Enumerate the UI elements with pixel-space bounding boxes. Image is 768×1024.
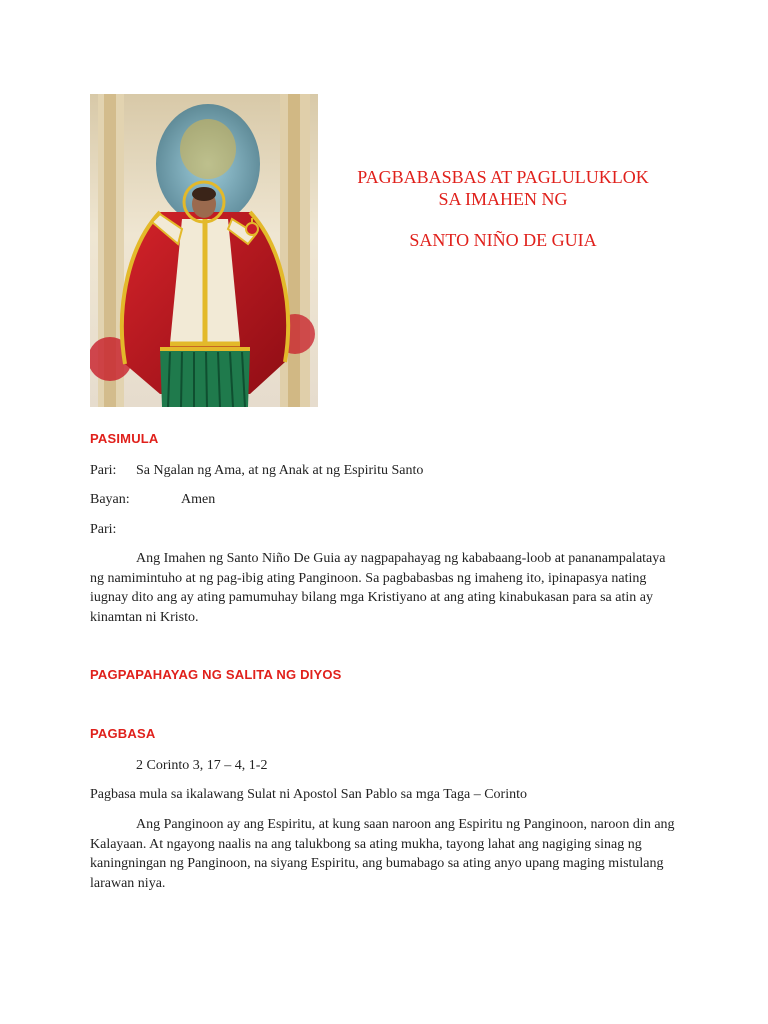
pagbasa-citation: 2 Corinto 3, 17 – 4, 1-2 [136, 758, 268, 773]
pari-line-1 [90, 461, 424, 480]
pagbasa-paragraph [90, 815, 675, 893]
pagpapahayag-heading: PAGPAPAHAYAG NG SALITA NG DIYOS [90, 667, 342, 682]
pasimula-heading: PASIMULA [90, 431, 159, 446]
bayan-label: Bayan: [90, 492, 130, 507]
pasimula-paragraph-text: Ang Imahen ng Santo Niño De Guia ay nagpapahayag ng kababaang-loob at pananampalataya ng namimintuho at ng pag-ibig ating Panginoon. Sa pagbabasbas ng imaheng ito, ipinapasya nating iugnay dito ang ay ating pamumuhay bilang mga Kristiyano at ang ating kinabukasan para sa atin ay kinamtan ni Kristo. [90, 551, 666, 625]
pagbasa-source: Pagbasa mula sa ikalawang Sulat ni Apostol San Pablo sa mga Taga – Corinto [90, 787, 527, 802]
pagbasa-heading: PAGBASA [90, 726, 156, 741]
bayan-text: Amen [181, 492, 216, 507]
santo-nino-image [90, 94, 318, 407]
pari-label: Pari: [90, 463, 117, 478]
pari-label-2: Pari: [90, 522, 117, 537]
bayan-line [90, 490, 216, 509]
title-line-3: SANTO NIÑO DE GUIA [409, 230, 597, 250]
title-line-1: PAGBABASBAS AT PAGLULUKLOK [357, 167, 649, 187]
pari-line-2 [90, 520, 116, 539]
pagbasa-paragraph-text: Ang Panginoon ay ang Espiritu, at kung saan naroon ang Espiritu ng Panginoon, naroon din ang Kalayaan. At ngayong naalis na ang talukbong sa ating mukha, tayong lahat ang nagiging sinag ng kaningningan ng Panginoon, na siyang Espiritu, ang bumabago sa ating anyo upang maging mistulang larawan niya. [90, 817, 675, 891]
pari-text: Sa Ngalan ng Ama, at ng Anak at ng Espiritu Santo [136, 463, 424, 478]
title-line-2: SA IMAHEN NG [438, 189, 568, 209]
pasimula-paragraph [90, 549, 675, 627]
document-title [318, 166, 688, 251]
